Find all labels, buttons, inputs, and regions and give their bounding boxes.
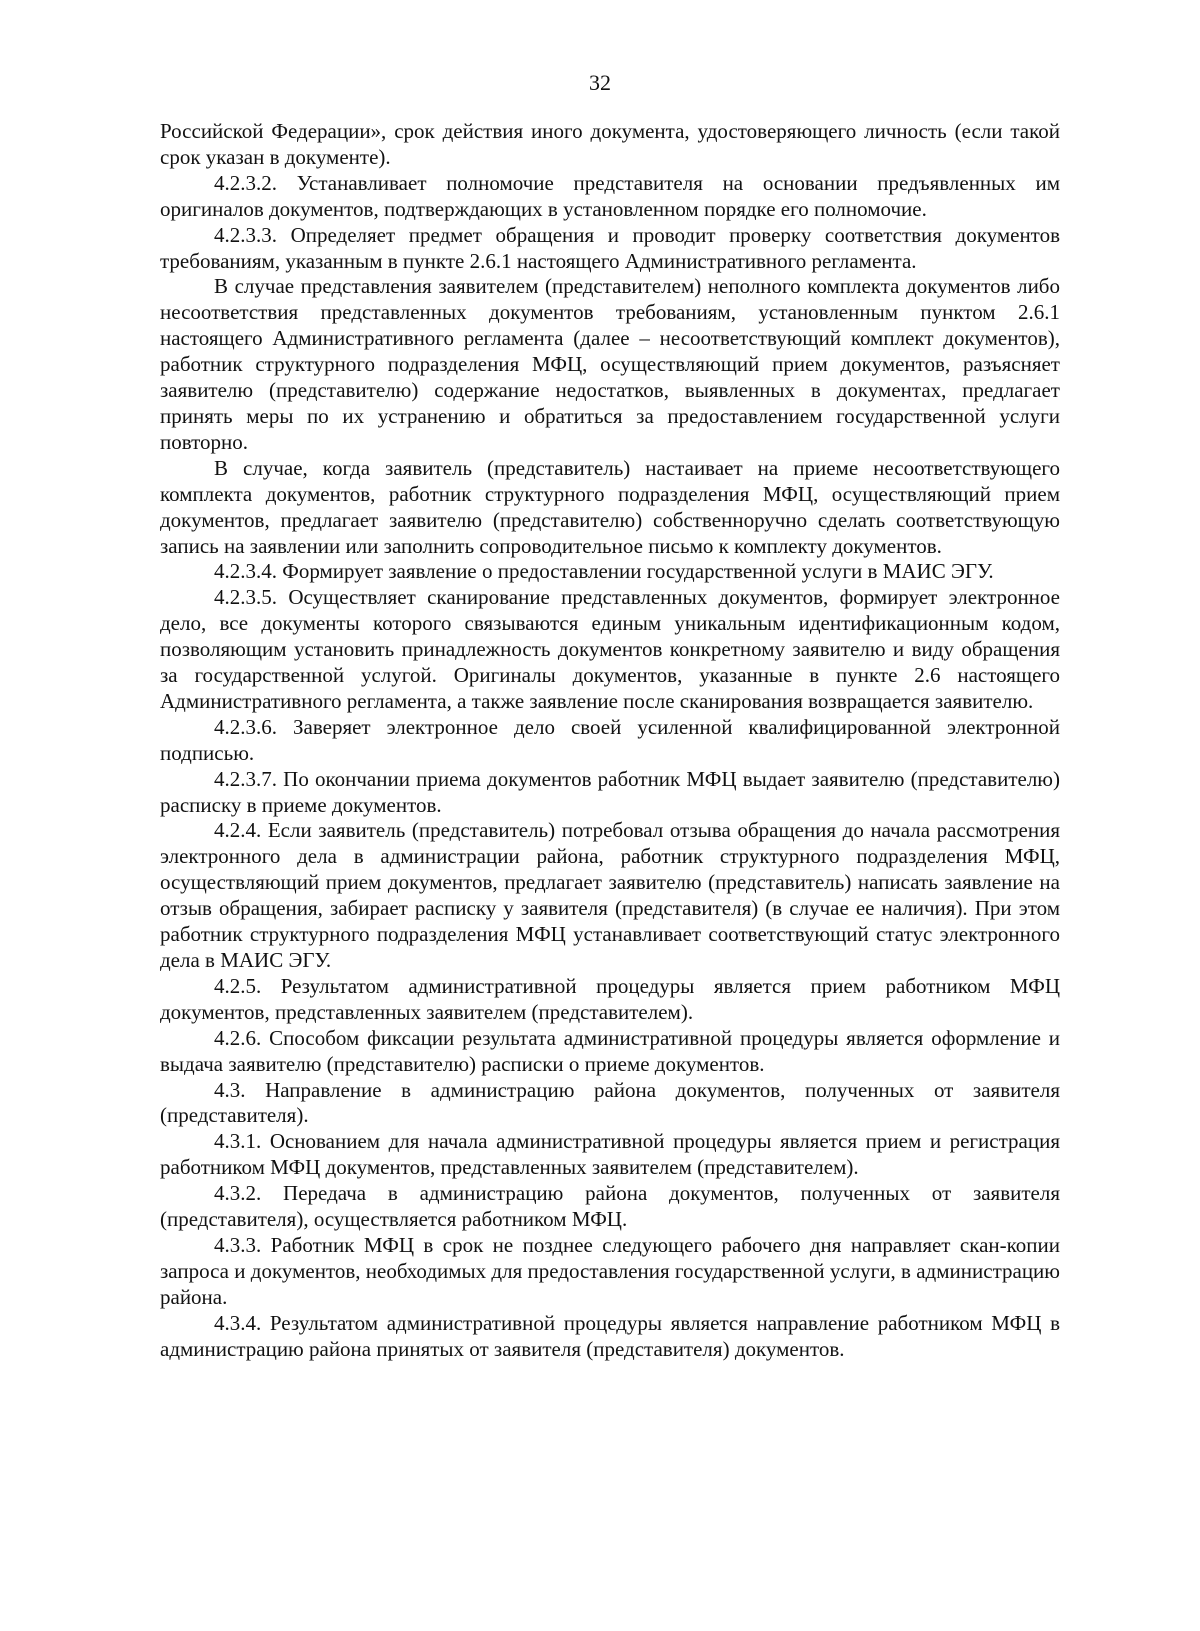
clause-number: 4.3.2. <box>214 1181 262 1206</box>
paragraph <box>160 715 1060 767</box>
paragraph <box>160 1078 1060 1130</box>
paragraph <box>160 767 1060 819</box>
clause-number: 4.2.6. <box>214 1025 262 1050</box>
paragraph-text: По окончании приема документов работник МФЦ выдает заявителю (представителю) расписку в приеме документов. <box>160 766 1060 817</box>
document-body <box>160 119 1060 1363</box>
clause-number: 4.2.3.5. <box>214 585 277 610</box>
paragraph-text: В случае представления заявителем (представителем) неполного комплекта документов либо несоответствия представленных документов требованиям, установленным пунктом 2.6.1 настоящего Административного регламента (далее – несоответствующий комплект документов), работник структурного подразделения МФЦ, осуществляющий прием документов, разъясняет заявителю (представителю) содержание недостатков, выявленных в документах, предлагает принять меры по их устранению и обратиться за предоставлением государственной услуги повторно. <box>160 274 1060 454</box>
paragraph <box>160 1181 1060 1233</box>
paragraph-text: Передача в администрацию района документов, полученных от заявителя (представителя), осуществляется работником МФЦ. <box>160 1181 1061 1232</box>
clause-number: 4.3.1. <box>214 1129 262 1154</box>
paragraph <box>160 818 1060 973</box>
paragraph-text: Устанавливает полномочие представителя на основании предъявленных им оригиналов документов, подтверждающих в установленном порядке его полномочие. <box>160 170 1061 221</box>
clause-number: 4.2.3.7. <box>214 766 277 791</box>
paragraph <box>160 1233 1060 1311</box>
paragraph-text: Основанием для начала административной процедуры является прием и регистрация работником МФЦ документов, представленных заявителем (представителем). <box>160 1129 1060 1180</box>
clause-number: 4.3. <box>214 1077 246 1102</box>
clause-number: 4.2.3.4. <box>214 559 277 584</box>
paragraph-text: Российской Федерации», срок действия иного документа, удостоверяющего личность (если такой срок указан в документе). <box>160 119 1060 169</box>
paragraph <box>160 559 1060 585</box>
clause-number: 4.2.3.6. <box>214 714 277 739</box>
paragraph-text: Направление в администрацию района документов, полученных от заявителя (представителя). <box>160 1077 1061 1128</box>
clause-number: 4.3.3. <box>214 1232 262 1257</box>
clause-number: 4.3.4. <box>214 1310 262 1335</box>
paragraph <box>160 585 1060 715</box>
paragraph-text: Способом фиксации результата административной процедуры является оформление и выдача заявителю (представителю) расписки о приеме документов. <box>160 1025 1061 1076</box>
paragraph-text: Если заявитель (представитель) потребовал отзыва обращения до начала рассмотрения электронного дела в администрации района, работник структурного подразделения МФЦ, осуществляющий прием документов, предлагает заявителю (представитель) написать заявление на отзыв обращения, забирает расписку у заявителя (представителя) (в случае ее наличия). При этом работник структурного подразделения МФЦ устанавливает соответствующий статус электронного дела в МАИС ЭГУ. <box>160 818 1060 972</box>
paragraph <box>160 171 1060 223</box>
clause-number: 4.2.5. <box>214 973 262 998</box>
page-number: 32 <box>589 70 611 95</box>
paragraph <box>160 223 1060 275</box>
paragraph-text: Определяет предмет обращения и проводит проверку соответствия документов требованиям, указанным в пункте 2.6.1 настоящего Административного регламента. <box>160 222 1060 273</box>
paragraph-text: Результатом административной процедуры является направление работником МФЦ в администрацию района принятых от заявителя (представителя) документов. <box>160 1310 1061 1361</box>
paragraph-text: Осуществляет сканирование представленных документов, формирует электронное дело, все документы которого связываются единым уникальным идентификационным кодом, позволяющим установить принадлежность документов конкретному заявителю и виду обращения за государственной услугой. Оригиналы документов, указанные в пункте 2.6 настоящего Административного регламента, а также заявление после сканирования возвращается заявителю. <box>160 585 1060 713</box>
paragraph <box>160 456 1060 560</box>
clause-number: 4.2.3.3. <box>214 222 277 247</box>
paragraph-text: Результатом административной процедуры является прием работником МФЦ документов, представленных заявителем (представителем). <box>160 973 1061 1024</box>
paragraph <box>160 1026 1060 1078</box>
paragraph <box>160 1129 1060 1181</box>
paragraph <box>160 119 1060 171</box>
clause-number: 4.2.3.2. <box>214 170 277 195</box>
paragraph-text: В случае, когда заявитель (представитель) настаивает на приеме несоответствующего комплекта документов, работник структурного подразделения МФЦ, осуществляющий прием документов, предлагает заявителю (представителю) собственноручно сделать соответствующую запись на заявлении или заполнить сопроводительное письмо к комплекту документов. <box>160 455 1060 558</box>
paragraph <box>160 974 1060 1026</box>
clause-number: 4.2.4. <box>214 818 262 843</box>
paragraph-text: Заверяет электронное дело своей усиленной квалифицированной электронной подписью. <box>160 714 1060 765</box>
paragraph-text: Формирует заявление о предоставлении государственной услуги в МАИС ЭГУ. <box>282 559 994 584</box>
paragraph <box>160 1311 1060 1363</box>
paragraph-text: Работник МФЦ в срок не позднее следующего рабочего дня направляет скан-копии запроса и документов, необходимых для предоставления государственной услуги, в администрацию района. <box>160 1232 1060 1309</box>
paragraph <box>160 274 1060 455</box>
